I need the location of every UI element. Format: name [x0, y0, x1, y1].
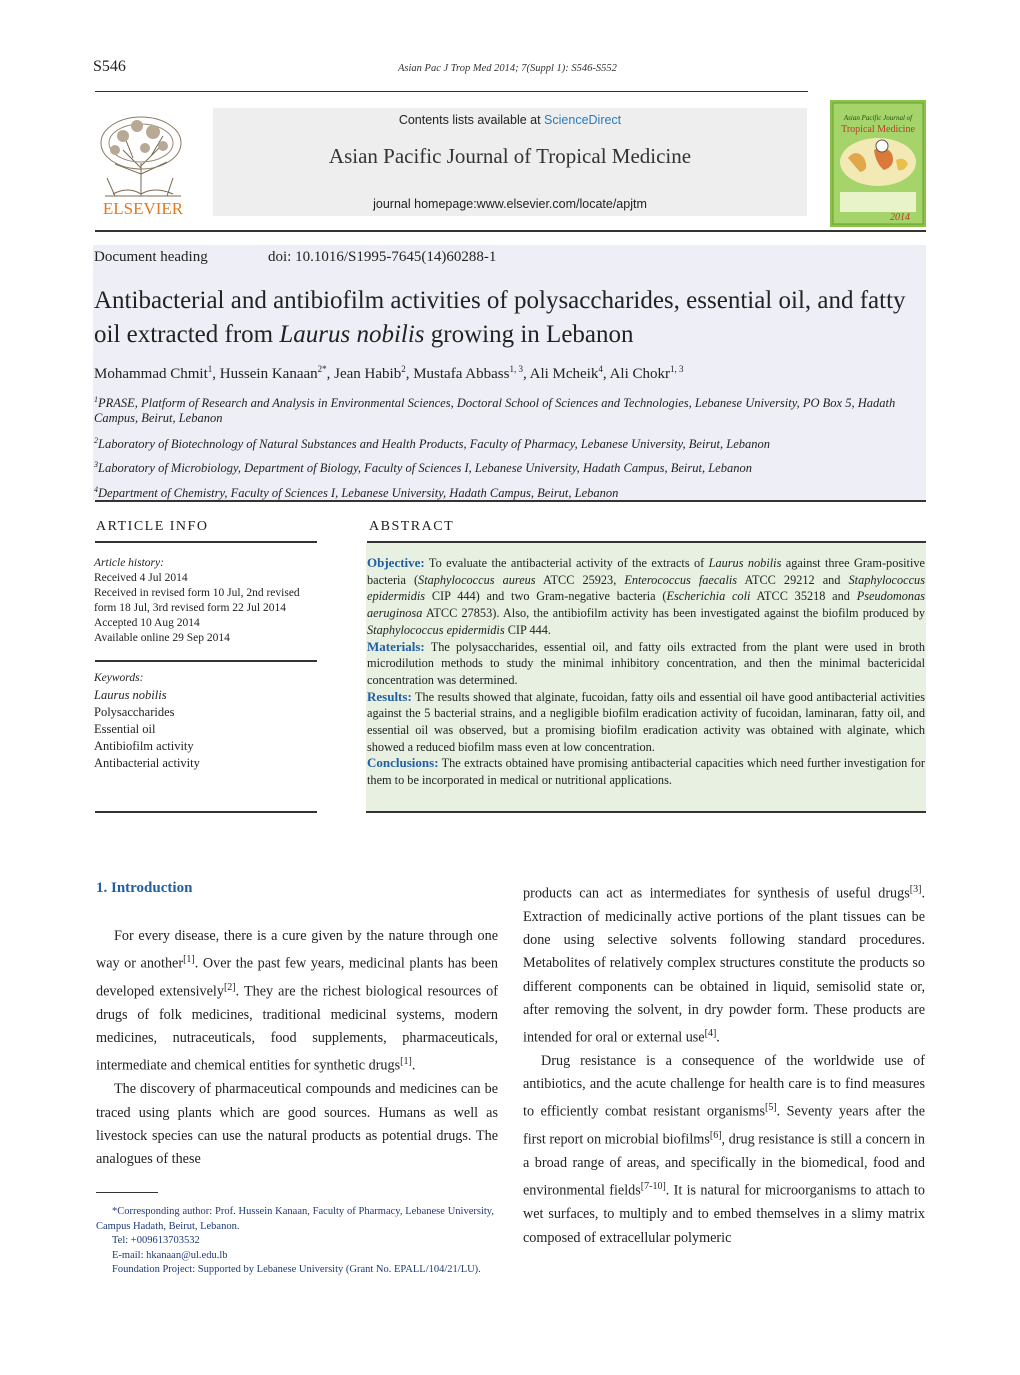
history-online: Available online 29 Sep 2014	[94, 632, 230, 644]
abstract-objective: Objective: To evaluate the antibacterial activity of the extracts of Laurus nobilis against three Gram-positive bacteria (Staphylococcus aureus ATCC 25923, Enterococcus faecalis ATCC 29212 and Staphylococcus epidermidis CIP 444) and two Gram-negative bacteria (Escherichia coli ATCC 35218 and Pseudomonas aeruginosa ATCC 27853). Also, the antibiofilm activity has been investigated against the biofilm produced by Staphylococcus epidermidis CIP 444.	[367, 555, 925, 637]
citation: [7-10]	[640, 1181, 666, 1193]
telephone: Tel: +009613703532	[112, 1235, 200, 1246]
citation: [5]	[765, 1102, 777, 1114]
body-paragraph: products can act as intermediates for synthesis of useful drugs[3]. Extraction of medicinally active portions of the plant tissues can be done using selective solvents following standard procedures. Metabolites of relatively complex structures constitute the products so different components can be obtained in liquid, semisolid state or, after removing the solvent, in dry powder form. These products are intended for oral or external use[4].	[523, 884, 925, 1046]
keywords-label: Keywords:	[94, 672, 144, 684]
abstract-conclusions: Conclusions: The extracts obtained have promising antibacterial capacities which need further investigation for them to be incorporated in medical or nutritional applications.	[367, 755, 925, 788]
history-accepted: Accepted 10 Aug 2014	[94, 617, 200, 629]
cover-title-1: Asian Pacific Journal of	[843, 114, 913, 122]
body-column-left	[96, 925, 498, 1171]
title-part-1: Antibacterial and antibiofilm activities of polysaccharides, essential oil, and fatty oil extracted from	[94, 287, 906, 348]
publisher-name: ELSEVIER	[102, 199, 184, 218]
keyword: Laurus nobilis	[94, 688, 167, 702]
author-list: Mohammad Chmit$^1$, Hussein Kanaan$^{2*}$, Jean Habib$^2$, Mustafa Abbass$^{1, 3}$, Ali Mcheik$^4$, Ali Chokr$^{1, 3}$	[94, 364, 684, 382]
journal-homepage[interactable]: journal homepage:www.elsevier.com/locate/apjtm	[373, 197, 647, 211]
author-name: Jean Habib	[334, 366, 402, 382]
abstract-bottom-rule	[366, 811, 926, 813]
title-part-2: growing in Lebanon	[424, 321, 634, 348]
citation: [4]	[704, 1027, 717, 1039]
citation: [1]	[183, 954, 195, 966]
author-affiliation-mark: 2*	[317, 364, 327, 374]
title-rule	[95, 500, 926, 502]
body-column-right	[523, 878, 925, 1250]
author-affiliation-mark: 4	[598, 364, 603, 374]
affiliation-2: $^2$Laboratory of Biotechnology of Natural Substances and Health Products, Faculty of Pharmacy, Lebanese University, Beirut, Lebanon	[94, 436, 771, 452]
body-paragraph: Drug resistance is a consequence of the worldwide use of antibiotics, and the acute challenge for health care is to find measures to efficiently combat resistant organisms[5]. Seventy years after the first report on microbial biofilms[6], drug resistance is still a concern in a broad range of areas, and specifically in the biomedical, food and environmental fields[7-10]. It is natural for microorganisms to attach to wet surfaces, to multiply and to embed themselves in a slimy matrix composed of extracellular polymeric	[523, 1052, 926, 1246]
document-heading: Document heading	[94, 249, 208, 265]
author-name: Ali Mcheik	[529, 366, 599, 382]
journal-title: Asian Pacific Journal of Tropical Medicine	[328, 144, 692, 168]
keyword: Antibiofilm activity	[94, 739, 194, 753]
header-rule	[95, 230, 926, 232]
article-title	[94, 284, 926, 352]
affiliation-1: $^1$PRASE, Platform of Research and Analysis in Environmental Sciences, Doctoral School of Sciences and Technologies, Lebanese University, PO Box 5, Hadath Campus, Beirut, Lebanon	[94, 395, 896, 426]
author-name: Mustafa Abbass	[413, 366, 510, 382]
keyword: Essential oil	[94, 722, 156, 736]
email[interactable]: E-mail: hkanaan@ul.edu.lb	[112, 1249, 228, 1261]
contents-prefix: Contents lists available at	[398, 113, 545, 127]
cover-year: 2014	[890, 212, 910, 223]
keyword: Polysaccharides	[94, 705, 175, 719]
author-name: Hussein Kanaan	[219, 366, 318, 382]
footnote-rule	[96, 1192, 158, 1193]
author-name: Mohammad Chmit	[94, 366, 208, 382]
running-head: Asian Pac J Trop Med 2014; 7(Suppl 1): S546-S552	[398, 63, 617, 74]
abstract-results: Results: The results showed that alginate, fucoidan, fatty oils and essential oil have good antibacterial activities against the 5 bacterial strains, and a negligible biofilm eradication activity of fucoidan, laminaran, fatty oil, and essential oil was observed, but a promising biofilm eradication activity was obtained with alginate, which showed a reduced biofilm mass even at low concentration.	[367, 688, 925, 754]
author-affiliation-mark: 1, 3	[670, 364, 684, 374]
page-number: S546	[93, 58, 126, 75]
doi[interactable]: doi: 10.1016/S1995-7645(14)60288-1	[268, 249, 497, 265]
title-species: Laurus nobilis	[279, 321, 425, 348]
author-affiliation-mark: 1, 3	[509, 364, 523, 374]
citation: [3]	[909, 884, 922, 895]
citation: [2]	[223, 982, 236, 994]
keywords-rule	[95, 660, 317, 662]
sciencedirect-link[interactable]: ScienceDirect	[544, 113, 622, 127]
article-info-heading: ARTICLE INFO	[96, 519, 209, 534]
footnotes	[96, 1205, 494, 1278]
body-paragraph: For every disease, there is a cure given by the nature through one way or another[1]. Over the past few years, medicinal plants has been developed extensively[2]. They are the richest biological resources of drugs of folk medicines, traditional medicinal systems, modern medicines, nutraceuticals, food supplements, pharmaceuticals, intermediate and chemical entities for synthetic drugs[1].	[96, 928, 499, 1075]
top-rule	[95, 91, 808, 92]
affiliation-3: $^3$Laboratory of Microbiology, Department of Biology, Faculty of Sciences I, Lebanese University, Hadath Campus, Beirut, Lebanon	[94, 460, 752, 476]
author-name: Ali Chokr	[609, 366, 670, 382]
cover-title-2: Tropical Medicine	[841, 124, 915, 135]
history-label: Article history:	[94, 557, 164, 569]
history-received: Received 4 Jul 2014	[94, 572, 188, 584]
keyword: Antibacterial activity	[94, 756, 200, 770]
affiliation-4: $^4$Department of Chemistry, Faculty of Sciences I, Lebanese University, Hadath Campus, Beirut, Lebanon	[94, 485, 619, 501]
section-heading: 1. Introduction	[96, 880, 193, 896]
corresponding-author: *Corresponding author: Prof. Hussein Kanaan, Faculty of Pharmacy, Lebanese University, Campus Hadath, Beirut, Lebanon.	[96, 1206, 494, 1232]
author-affiliation-mark: 2	[401, 364, 406, 374]
citation: [6]	[709, 1130, 722, 1142]
keywords	[94, 670, 320, 772]
elsevier-logo	[93, 108, 193, 220]
journal-cover	[830, 100, 926, 227]
citation: [1]	[400, 1056, 412, 1068]
body-paragraph: The discovery of pharmaceutical compounds and medicines can be traced using plants which are good sources. Humans as well as livestock species can use the natural products as potential drugs. The analogues of these	[96, 1081, 498, 1168]
funding: Foundation Project: Supported by Lebanese University (Grant No. EPALL/104/21/LU).	[112, 1264, 481, 1275]
contents-line	[213, 113, 807, 127]
author-affiliation-mark: 1	[207, 364, 213, 374]
article-history	[94, 556, 320, 646]
article-info-bottom-rule	[95, 811, 317, 813]
abstract-heading: ABSTRACT	[369, 519, 455, 534]
elsevier-tree-icon	[93, 108, 193, 220]
abstract-methods: Materials: The polysaccharides, essential oil, and fatty oils extracted from the plant were used in broth microdilution methods to study the minimal inhibitory concentration, and then the minimal bactericidal concentration was determined.	[367, 638, 925, 687]
article-info-rule	[95, 541, 317, 543]
abstract-text	[367, 555, 925, 789]
history-revised: Received in revised form 10 Jul, 2nd revised form 18 Jul, 3rd revised form 22 Jul 2014	[94, 587, 300, 614]
